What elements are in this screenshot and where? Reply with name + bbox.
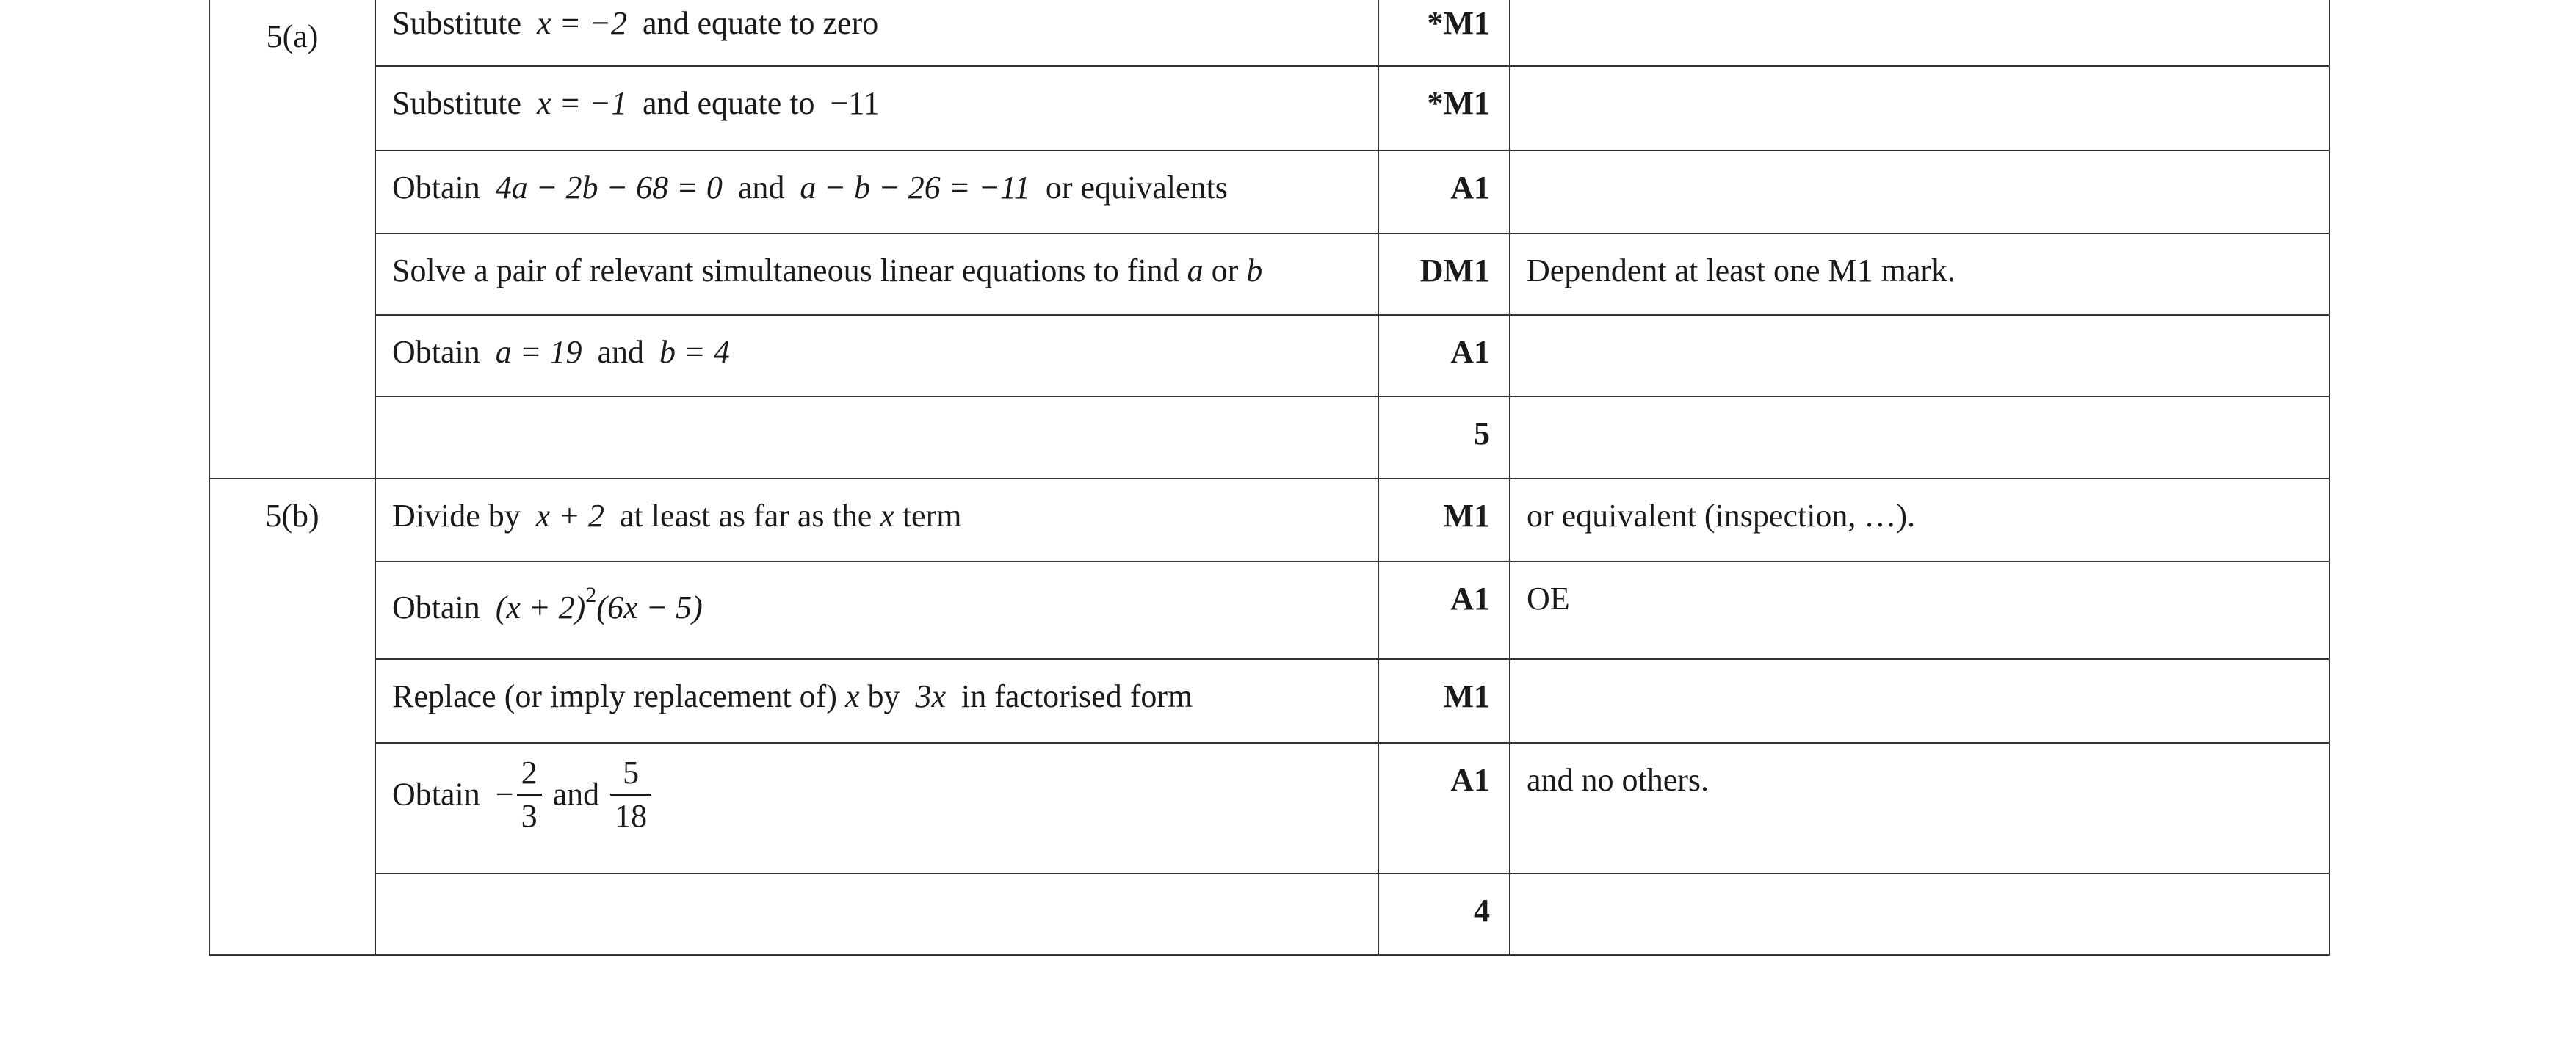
table-row	[209, 150, 2329, 233]
table-row	[209, 479, 2329, 562]
table-row	[209, 659, 2329, 743]
question-number: 5(a)	[209, 0, 375, 479]
answer-cell: Obtain 4a − 2b − 68 = 0 and a − b − 26 = −11 or equivalents	[375, 150, 1378, 233]
guidance-cell: or equivalent (inspection, …).	[1510, 479, 2329, 562]
answer-cell: Obtain $(x + 2)^2(6x - 5)$	[375, 562, 1378, 659]
math-expression: x = −2	[537, 5, 627, 41]
table-row	[209, 315, 2329, 396]
mark-cell: *M1	[1378, 0, 1510, 66]
total-row	[209, 396, 2329, 479]
mark-scheme-sheet	[209, 0, 2329, 956]
answer-cell: Substitute x = −2 and equate to zero	[375, 0, 1378, 66]
guidance-cell	[1510, 659, 2329, 743]
answer-cell: Obtain − $\frac{2}{3}$ and $\frac{5}{18}$	[375, 743, 1378, 874]
mark-cell: A1	[1378, 150, 1510, 233]
guidance-cell	[1510, 150, 2329, 233]
mark-cell: *M1	[1378, 66, 1510, 150]
guidance-cell	[1510, 874, 2329, 955]
guidance-cell	[1510, 396, 2329, 479]
table-row	[209, 562, 2329, 659]
mark-cell: M1	[1378, 479, 1510, 562]
guidance-cell: and no others.	[1510, 743, 2329, 874]
math-expression: b = 4	[659, 334, 730, 370]
math-expression: (6x − 5)	[596, 589, 703, 625]
table-row	[209, 743, 2329, 874]
answer-cell: Divide by x + 2 at least as far as the x term	[375, 479, 1378, 562]
table-row	[209, 0, 2329, 66]
total-row	[209, 874, 2329, 955]
math-expression: a − b − 26 = −11	[800, 170, 1030, 206]
math-expression: 3x	[915, 678, 947, 714]
fraction-two-thirds: $\frac{2}{3}$	[517, 755, 542, 834]
table-row	[209, 233, 2329, 315]
answer-cell	[375, 874, 1378, 955]
answer-cell: Solve a pair of relevant simultaneous linear equations to find a or b	[375, 233, 1378, 315]
mark-cell: A1	[1378, 562, 1510, 659]
guidance-cell	[1510, 66, 2329, 150]
guidance-cell: OE	[1510, 562, 2329, 659]
guidance-cell: Dependent at least one M1 mark.	[1510, 233, 2329, 315]
question-number: 5(b)	[209, 479, 375, 955]
answer-cell: Replace (or imply replacement of) x by 3x in factorised form	[375, 659, 1378, 743]
math-expression: 4a − 2b − 68 = 0	[495, 170, 723, 206]
answer-cell: Substitute x = −1 and equate to −11	[375, 66, 1378, 150]
mark-cell: M1	[1378, 659, 1510, 743]
mark-cell: A1	[1378, 315, 1510, 396]
math-expression: x + 2	[535, 498, 604, 534]
guidance-cell	[1510, 0, 2329, 66]
total-mark-cell: 4	[1378, 874, 1510, 955]
mark-scheme-table	[209, 0, 2330, 956]
math-expression: a = 19	[495, 334, 582, 370]
math-expression: x = −1	[537, 85, 627, 121]
math-expression: −11	[830, 85, 880, 121]
fraction-five-eighteenths: $\frac{5}{18}$	[610, 755, 651, 834]
answer-cell	[375, 396, 1378, 479]
answer-cell: Obtain a = 19 and b = 4	[375, 315, 1378, 396]
mark-cell: A1	[1378, 743, 1510, 874]
table-row	[209, 66, 2329, 150]
guidance-cell	[1510, 315, 2329, 396]
mark-cell: DM1	[1378, 233, 1510, 315]
total-mark-cell: 5	[1378, 396, 1510, 479]
math-expression: (x + 2)	[495, 589, 586, 625]
